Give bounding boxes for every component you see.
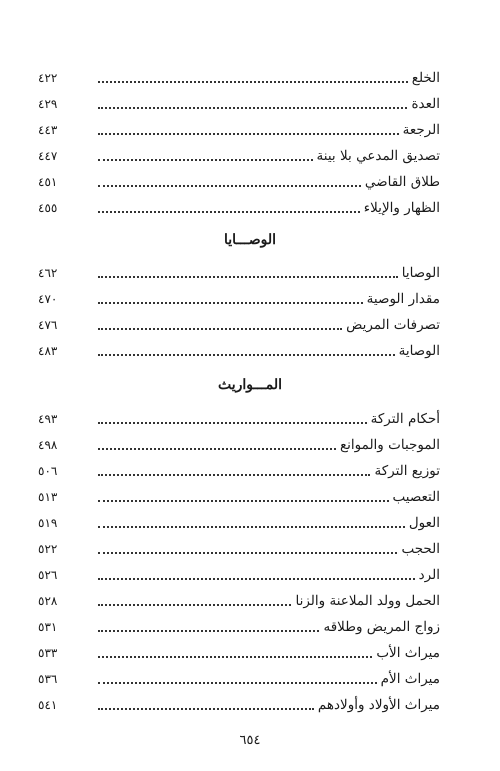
section-heading-wasaya: الوصـــايا [223,232,276,248]
page-number: ٥٤١ [38,698,58,712]
entry-title: الموجبات والموانع [339,437,440,453]
dot-leader [98,551,397,554]
toc-entry [38,564,440,586]
dot-leader [98,577,415,580]
page-number: ٥٢٦ [38,568,58,582]
toc-entry [38,145,440,167]
page-number: ٥٣٦ [38,672,58,686]
entry-title: الرجعة [402,122,440,138]
entry-title: الرد [418,567,440,583]
toc-entry [38,288,440,310]
page-number: ٤٧٠ [38,292,58,306]
page-number: ٤٩٨ [38,438,58,452]
dot-leader [98,681,377,684]
dot-leader [98,80,408,83]
page-footer-number: ٦٥٤ [239,733,261,748]
dot-leader [98,421,367,424]
section-heading-mawarith: المـــواريث [217,377,283,393]
page-number: ٥٣٣ [38,646,58,660]
entry-title: طلاق القاضي [364,174,440,190]
page-number: ٤٢٩ [38,97,58,111]
page-number: ٤٤٧ [38,149,58,163]
toc-entry [38,434,440,456]
dot-leader [98,447,336,450]
entry-title: العدة [411,96,440,112]
page-number: ٥١٣ [38,490,58,504]
dot-leader [98,499,389,502]
page-number: ٤٤٣ [38,123,58,137]
dot-leader [98,707,314,710]
toc-entry [38,486,440,508]
toc-entry [38,67,440,89]
dot-leader [98,603,291,606]
dot-leader [98,655,372,658]
page-number: ٤٧٦ [38,318,58,332]
entry-title: ميراث الأم [380,671,440,687]
dot-leader [98,301,363,304]
toc-entry [38,197,440,219]
dot-leader [98,210,360,213]
entry-title: توزيع التركة [374,463,440,479]
page-number: ٥٣١ [38,620,58,634]
toc-entry [38,590,440,612]
page-number: ٤٥٥ [38,201,58,215]
toc-entry [38,119,440,141]
toc-entry [38,460,440,482]
toc-entry [38,512,440,534]
entry-title: الحجب [401,541,440,557]
dot-leader [98,184,361,187]
entry-title: أحكام التركة [370,411,440,427]
toc-entry [38,93,440,115]
toc-entry [38,616,440,638]
entry-title: تصرفات المريض [346,317,440,333]
toc-entry [38,538,440,560]
page-number: ٥١٩ [38,516,58,530]
dot-leader [98,275,398,278]
entry-title: الظهار والإيلاء [363,200,440,216]
page-number: ٤٢٢ [38,71,58,85]
entry-title: العول [408,515,440,531]
toc-entry [38,408,440,430]
dot-leader [98,158,313,161]
page-number: ٥٠٦ [38,464,58,478]
toc-entry [38,314,440,336]
toc-entry [38,668,440,690]
toc-entry [38,694,440,716]
page-number: ٤٥١ [38,175,58,189]
entry-title: تصديق المدعي بلا بينة [316,148,440,164]
entry-title: ميراث الأولاد وأولادهم [317,697,440,713]
page-number: ٤٩٣ [38,412,58,426]
entry-title: الوصاية [398,343,440,359]
dot-leader [98,473,370,476]
toc-entry [38,642,440,664]
page-number: ٤٨٣ [38,344,58,358]
entry-title: الوصايا [401,265,440,281]
entry-title: التعصيب [392,489,440,505]
entry-title: الحمل وولد الملاعنة والزنا [295,593,440,609]
dot-leader [98,106,407,109]
page-number: ٥٢٨ [38,594,58,608]
dot-leader [98,327,342,330]
page-number: ٥٢٢ [38,542,58,556]
page-number: ٤٦٢ [38,266,58,280]
dot-leader [98,629,319,632]
dot-leader [98,525,405,528]
entry-title: مقدار الوصية [366,291,440,307]
entry-title: ميراث الأب [376,645,440,661]
toc-entry [38,171,440,193]
dot-leader [98,132,399,135]
toc-entry [38,262,440,284]
dot-leader [98,353,395,356]
toc-entry [38,340,440,362]
entry-title: زواج المريض وطلاقه [323,619,440,635]
entry-title: الخلع [411,70,440,86]
